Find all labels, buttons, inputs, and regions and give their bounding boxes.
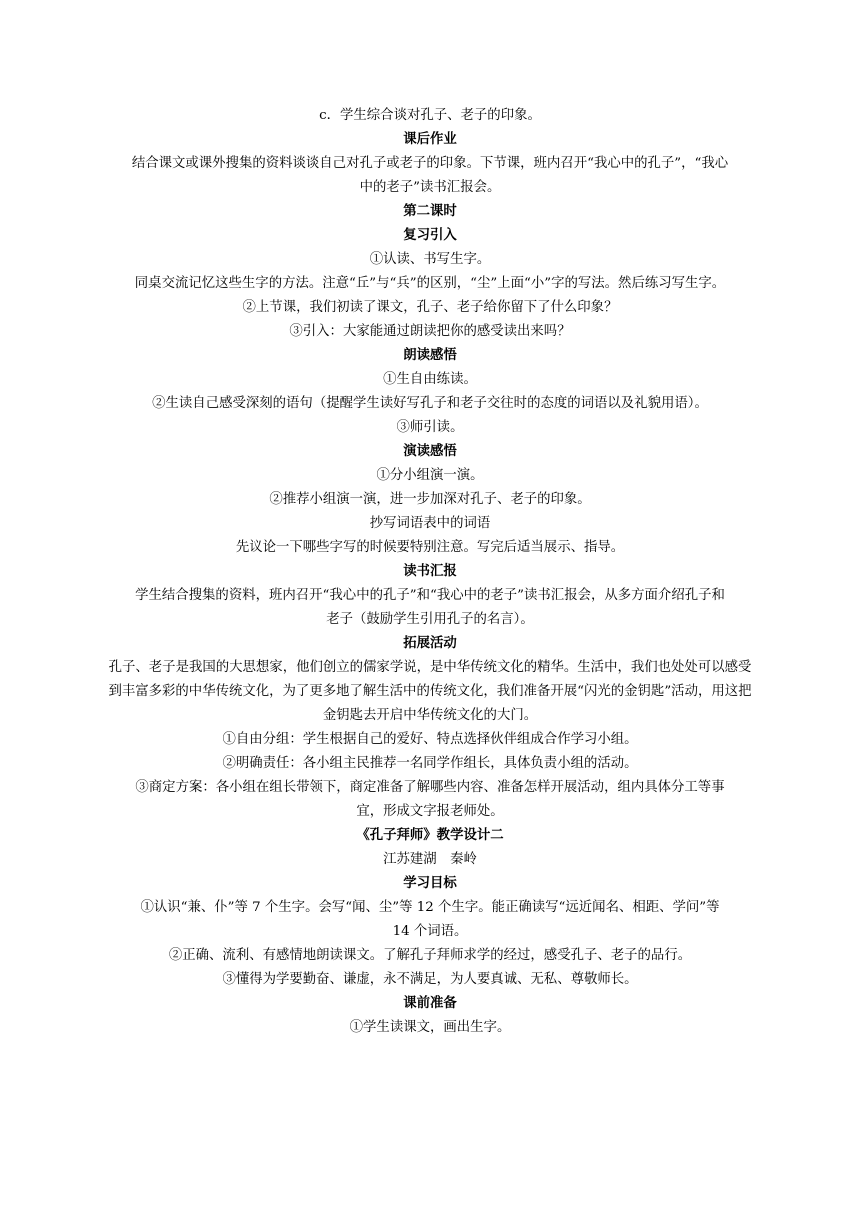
paragraph: 学生结合搜集的资料，班内召开“我心中的孔子”和“我心中的老子”读书汇报会，从多方面介绍孔子和老子（鼓励学生引用孔子的名言）。 — [135, 588, 725, 627]
document-body — [108, 104, 752, 1040]
text-line: ③引入：大家能通过朗读把你的感受读出来吗？ — [289, 324, 571, 339]
text-line: ①生自由练读。 — [383, 372, 477, 387]
section-heading: 课后作业 — [403, 132, 457, 147]
paragraph: ②正确、流利、有感情地朗读课文。了解孔子拜师求学的经过，感受孔子、老子的品行。 — [168, 948, 692, 963]
section-heading: 复习引入 — [403, 228, 457, 243]
text-line: ①分小组演一演。 — [376, 468, 484, 483]
paragraph: ③商定方案：各小组在组长带领下，商定准备了解哪些内容、准备怎样开展活动，组内具体分工等事宜，形成文字报老师处。 — [135, 780, 725, 819]
text-line: ③懂得为学要勤奋、谦虚，永不满足，为人要真诚、无私、尊敬师长。 — [222, 972, 638, 987]
section-heading: 演读感悟 — [403, 444, 457, 459]
paragraph: ①认识“兼、仆”等 7 个生字。会写“闻、尘”等 12 个生字。能正确读写“远近闻名、相距、学问”等 14 个词语。 — [140, 900, 720, 939]
text-line: ③师引读。 — [396, 420, 464, 435]
section-heading: 课前准备 — [403, 996, 457, 1011]
paragraph: 结合课文或课外搜集的资料谈谈自己对孔子或老子的印象。下节课，班内召开“我心中的孔子”，“我心中的老子”读书汇报会。 — [131, 156, 729, 195]
text-line: ②上节课，我们初读了课文，孔子、老子给你留下了什么印象？ — [242, 300, 618, 315]
section-heading: 学习目标 — [403, 876, 457, 891]
text-line: ②推荐小组演一演，进一步加深对孔子、老子的印象。 — [269, 492, 591, 507]
document-title: 《孔子拜师》教学设计二 — [356, 828, 504, 843]
text-line: 抄写词语表中的词语 — [369, 516, 491, 531]
paragraph: 同桌交流记忆这些生字的方法。注意“丘”与“兵”的区别，“尘”上面“小”字的写法。然后练习写生字。 — [134, 276, 726, 291]
section-heading: 朗读感悟 — [403, 348, 457, 363]
paragraph: 孔子、老子是我国的大思想家，他们创立的儒家学说，是中华传统文化的精华。生活中，我们也处处可以感受到丰富多彩的中华传统文化，为了更多地了解生活中的传统文化，我们准备开展“闪光的金钥匙”活动，用这把金钥匙去开启中华传统文化的大门。 — [108, 660, 752, 723]
section-heading: 第二课时 — [403, 204, 457, 219]
author-line: 江苏建湖 秦岭 — [383, 852, 477, 867]
text-line: 先议论一下哪些字写的时候要特别注意。写完后适当展示、指导。 — [235, 540, 625, 555]
section-heading: 拓展活动 — [403, 636, 457, 651]
text-line: ①学生读课文，画出生字。 — [349, 1020, 511, 1035]
text-line: c．学生综合谈对孔子、老子的印象。 — [319, 108, 541, 123]
text-line: ①自由分组：学生根据自己的爱好、特点选择伙伴组成合作学习小组。 — [222, 732, 638, 747]
text-line: ②明确责任：各小组主民推荐一名同学作组长，具体负责小组的活动。 — [222, 756, 638, 771]
paragraph: ②生读自己感受深刻的语句（提醒学生读好写孔子和老子交往时的态度的词语以及礼貌用语）。 — [152, 396, 708, 411]
section-heading: 读书汇报 — [403, 564, 457, 579]
text-line: ①认读、书写生字。 — [369, 252, 491, 267]
